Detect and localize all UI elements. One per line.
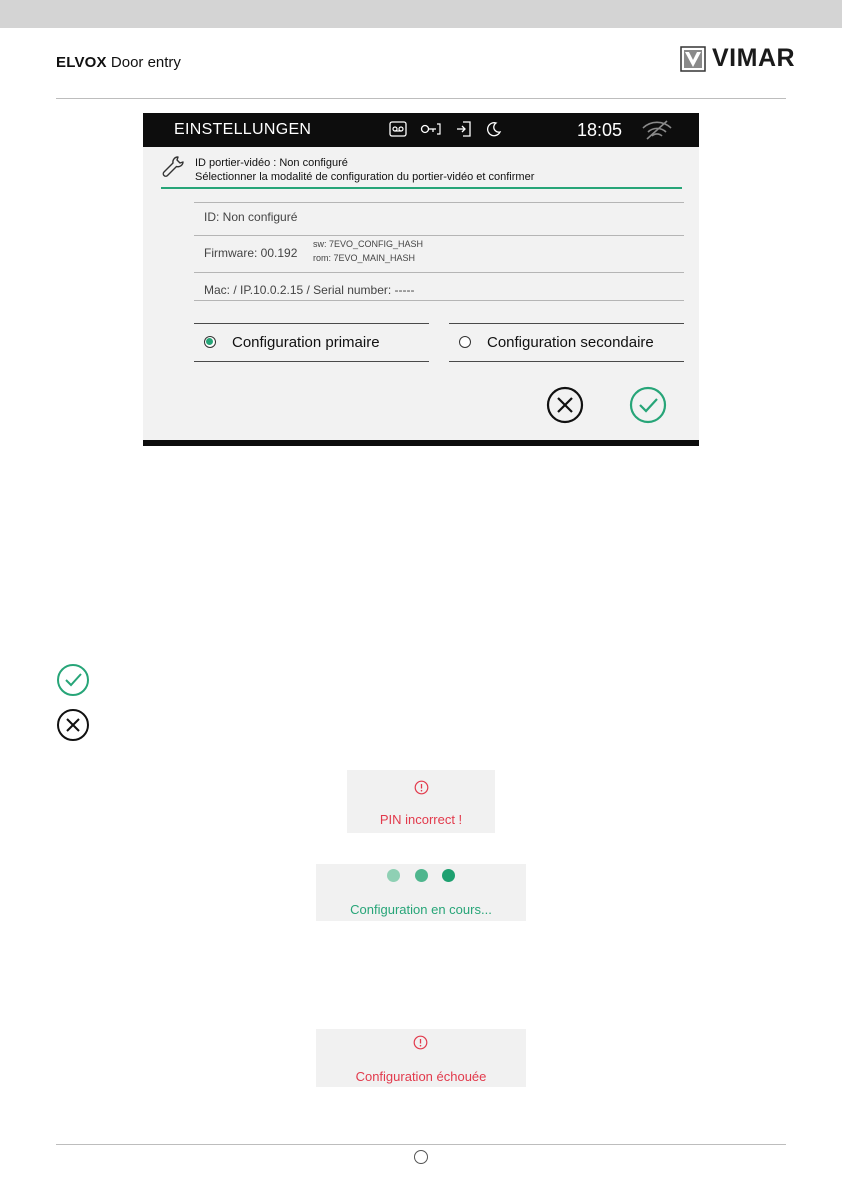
cancel-legend-icon [55, 707, 91, 743]
loading-dots [316, 869, 526, 887]
option-divider [449, 361, 684, 362]
row-divider [194, 272, 684, 273]
clock: 18:05 [577, 120, 623, 140]
settings-screen [143, 113, 699, 446]
wifi-off-icon [641, 119, 673, 141]
video-memory-icon[interactable] [389, 121, 407, 137]
option-divider [194, 323, 429, 324]
loading-dot [387, 869, 400, 882]
id-row: ID: Non configuré [204, 210, 298, 224]
config-progress-toast [316, 864, 526, 921]
elvox-brand: ELVOX Door entry [56, 54, 181, 71]
screen-bottom-bar [143, 440, 699, 446]
firmware-sw: sw: 7EVO_CONFIG_HASH [313, 239, 424, 249]
alert-icon [413, 1035, 428, 1050]
header-underline [161, 187, 682, 189]
top-banner [0, 0, 842, 28]
loading-dot [415, 869, 428, 882]
header-divider [56, 98, 786, 99]
config-failed-text: Configuration échouée [355, 1069, 487, 1084]
option-divider [449, 323, 684, 324]
config-failed-toast [316, 1029, 526, 1087]
vimar-wordmark: VIMAR [712, 44, 796, 72]
alert-icon [414, 780, 429, 795]
config-progress-text: Configuration en cours... [350, 902, 492, 917]
screen-title: EINSTELLUNGEN [174, 121, 312, 138]
radio-secondary[interactable] [459, 336, 471, 348]
wrench-icon [160, 154, 186, 180]
option-divider [194, 361, 429, 362]
firmware-row: Firmware: 00.192 [204, 246, 298, 260]
cancel-button[interactable] [545, 385, 585, 425]
door-id-status: ID portier-vidéo : Non configuré [195, 157, 348, 169]
firmware-rom: rom: 7EVO_MAIN_HASH [313, 253, 416, 263]
row-divider [194, 300, 684, 301]
door-icon[interactable] [455, 121, 473, 137]
confirm-legend-icon [55, 662, 91, 698]
footer-divider [56, 1144, 786, 1145]
moon-icon[interactable] [486, 121, 502, 137]
row-divider [194, 202, 684, 203]
pin-incorrect-text: PIN incorrect ! [379, 812, 463, 827]
status-icons [389, 121, 502, 137]
key-icon[interactable] [420, 121, 442, 137]
pin-incorrect-toast [347, 770, 495, 833]
vimar-logo [680, 44, 795, 73]
radio-primary[interactable] [204, 336, 216, 348]
mac-row: Mac: / IP.10.0.2.15 / Serial number: ----- [204, 283, 415, 297]
instruction-text: Sélectionner la modalité de configuration du portier-vidéo et confirmer [195, 171, 535, 183]
confirm-button[interactable] [628, 385, 668, 425]
option-secondary-label[interactable]: Configuration secondaire [487, 334, 654, 351]
page-number-marker [414, 1150, 428, 1164]
row-divider [194, 235, 684, 236]
status-bar [143, 113, 699, 147]
option-primary-label[interactable]: Configuration primaire [232, 334, 380, 351]
loading-dot [442, 869, 455, 882]
vimar-emblem-icon [680, 46, 706, 72]
